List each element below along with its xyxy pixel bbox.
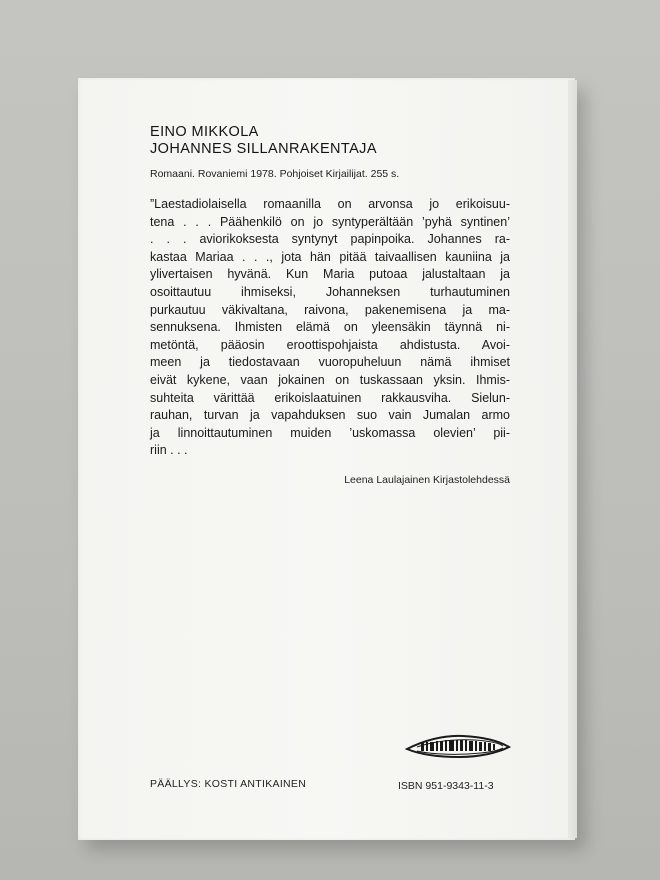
review-line: kastaa Mariaa . . ., jota hän pitää taivaallisen kauniina ja (150, 249, 510, 264)
publication-info: Romaani. Rovaniemi 1978. Pohjoiset Kirjailijat. 255 s. (150, 168, 400, 180)
review-line: tena . . . Päähenkilö on jo syntyperältään ’pyhä syntinen’ (150, 214, 510, 229)
author-name: EINO MIKKOLA (150, 124, 259, 140)
review-line: riin . . . (150, 443, 188, 458)
review-text (150, 196, 510, 460)
cover-credit: PÄÄLLYS: KOSTI ANTIKAINEN (150, 778, 307, 790)
review-line: ja linnoittautuminen muiden ’uskomassa olevien’ pii- (150, 425, 510, 440)
publisher-logo (405, 727, 511, 763)
review-line: ylivertaisen hyvänä. Kun Maria putoaa jalustaltaan ja (150, 267, 510, 282)
review-line: osoittautuu ihmiseksi, Johanneksen turhautuminen (150, 284, 510, 299)
review-line: ”Laestadiolaisella romaanilla on arvonsa jo erikoisuu- (150, 197, 510, 211)
isbn: ISBN 951-9343-11-3 (398, 780, 494, 792)
review-line: purkautuu väkivaltana, raivona, pakenemisena ja ma- (150, 302, 510, 317)
review-source: Leena Laulajainen Kirjastolehdessä (344, 474, 510, 486)
review-line: meen ja tiedostavaan vuoropuheluun nämä ihmiset (150, 355, 510, 370)
review-line: suhteita värittää erikoislaatuinen rakkausviha. Sielun- (150, 390, 510, 405)
review-line: sennuksena. Ihmisten elämä on yleensäkin täynnä ni- (150, 320, 510, 335)
review-line: rauhan, turvan ja vapahduksen suo vain Jumalan armo (150, 408, 510, 423)
review-line: metöntä, pääosin eroottispohjaista ahdistusta. Avoi- (150, 337, 510, 352)
book-page-edge (568, 80, 577, 838)
review-line: . . . aviorikoksesta syntynyt papinpoika. Johannes ra- (150, 232, 510, 247)
book-title: JOHANNES SILLANRAKENTAJA (150, 141, 377, 157)
review-line: eivät kykene, vaan jokainen on tuskassaan yksin. Ihmis- (150, 372, 510, 387)
